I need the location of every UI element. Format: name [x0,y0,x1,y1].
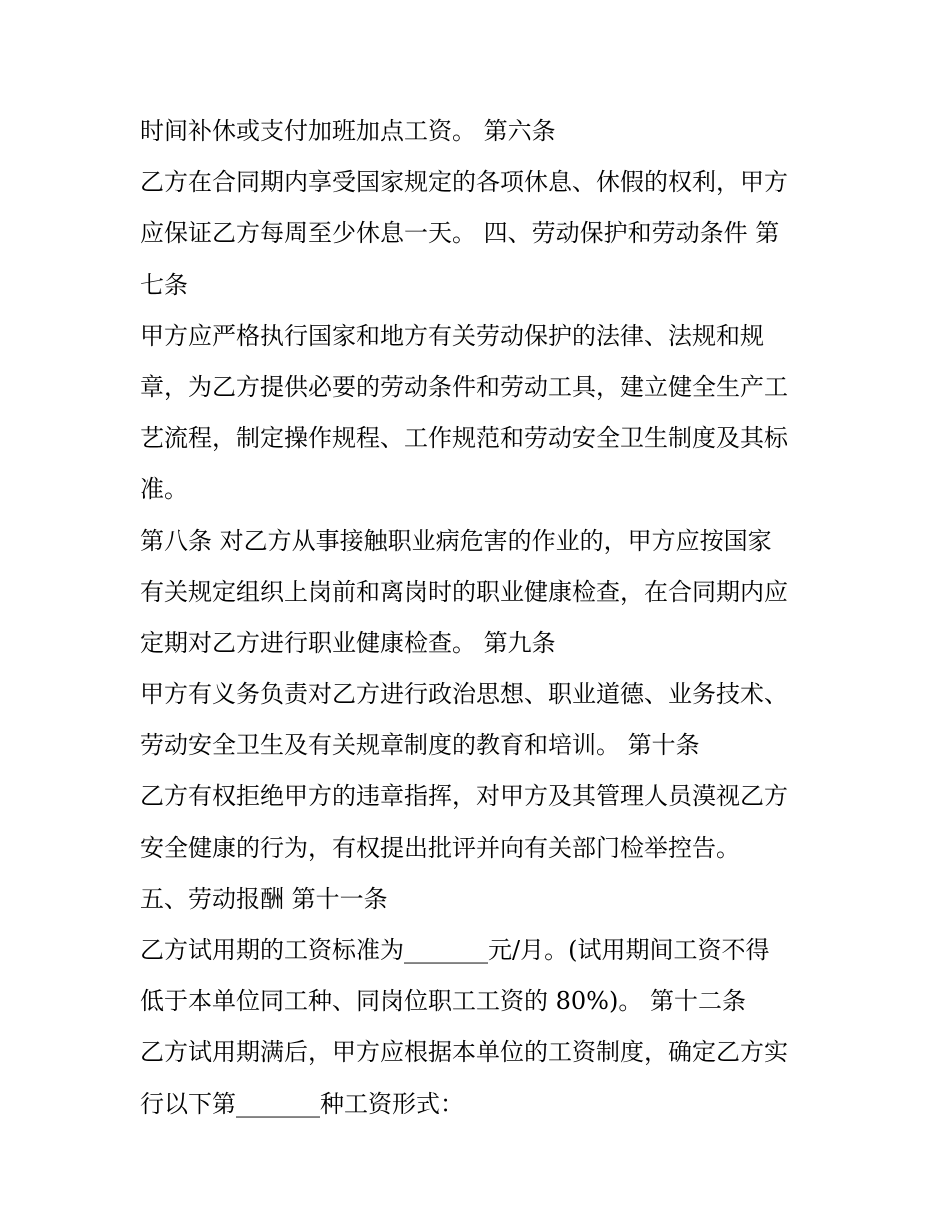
text-line: 安全健康的行为，有权提出批评并向有关部门检举控告。 [140,833,740,862]
text-line: 低于本单位同工种、同岗位职工工资的 80%)。 第十二条 [140,987,746,1016]
text-line: 行以下第_______种工资形式： [140,1089,464,1118]
text-line: 甲方有义务负责对乙方进行政治思想、职业道德、业务技术、 [140,680,788,709]
text-line: 甲方应严格执行国家和地方有关劳动保护的法律、法规和规 [140,321,764,350]
text-line: 有关规定组织上岗前和离岗时的职业健康检查，在合同期内应 [140,577,788,606]
text-line: 艺流程，制定操作规程、工作规范和劳动安全卫生制度及其标 [140,424,788,453]
text-line: 时间补休或支付加班加点工资。 第六条 [140,117,556,145]
text-line: 应保证乙方每周至少休息一天。 四、劳动保护和劳动条件 第 [140,219,780,248]
text-line: 乙方试用期的工资标准为_______元/月。(试用期间工资不得 [140,936,770,964]
text-line: 乙方试用期满后，甲方应根据本单位的工资制度，确定乙方实 [140,1038,788,1067]
text-line: 五、劳动报酬 第十一条 [140,884,388,913]
contract-text [140,106,820,1130]
text-line: 劳动安全卫生及有关规章制度的教育和培训。 第十条 [140,731,700,760]
text-line: 乙方有权拒绝甲方的违章指挥，对甲方及其管理人员漠视乙方 [140,782,788,811]
text-line: 第八条 对乙方从事接触职业病危害的作业的，甲方应按国家 [140,526,772,555]
text-line: 准。 [140,475,188,504]
text-line: 七条 [140,270,188,299]
text-line: 章，为乙方提供必要的劳动条件和劳动工具，建立健全生产工 [140,372,788,401]
text-line: 定期对乙方进行职业健康检查。 第九条 [140,628,556,657]
text-line: 乙方在合同期内享受国家规定的各项休息、休假的权利，甲方 [140,168,788,197]
